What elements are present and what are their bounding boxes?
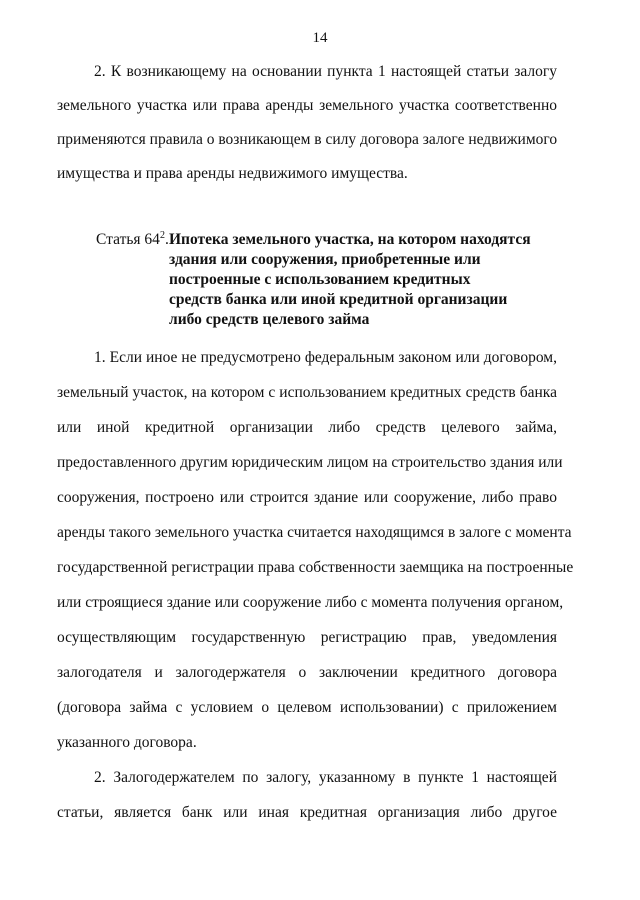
article-title-line: построенные с использованием кредитных [169, 271, 471, 288]
article-title-line: Ипотека земельного участка, на котором находятся [169, 231, 531, 248]
article-label-suffix: . [164, 231, 169, 248]
article-title-line: здания или сооружения, приобретенные или [169, 251, 481, 268]
article-title [169, 230, 559, 330]
article-title-line: либо средств целевого займа [169, 311, 370, 328]
paragraph-line: или строящиеся здание или сооружение либо с момента получения органом, [57, 594, 564, 611]
paragraph-line: указанного договора. [57, 734, 197, 751]
page-number: 14 [312, 30, 328, 46]
paragraph-line: государственной регистрации права собственности заемщика на построенные [57, 559, 574, 576]
paragraph-line: сооружения, построено или строится здание или сооружение, либо право [57, 489, 557, 506]
paragraph-line: или иной кредитной организации либо средств целевого займа, [57, 419, 557, 436]
paragraph-line: 1. Если иное не предусмотрено федеральным законом или договором, [94, 349, 557, 366]
paragraph-line: осуществляющим государственную регистрацию прав, уведомления [57, 629, 557, 646]
paragraph-line: имущества и права аренды недвижимого имущества. [57, 165, 408, 182]
paragraph-line: аренды такого земельного участка считается находящимся в залоге с момента [57, 524, 572, 541]
paragraph-line: 2. Залогодержателем по залогу, указанному в пункте 1 настоящей [94, 769, 557, 786]
article-title-line: средств банка или иной кредитной организации [169, 291, 508, 308]
paragraph-line: земельный участок, на котором с использованием кредитных средств банка [57, 384, 557, 401]
paragraph-line: предоставленного другим юридическим лицом на строительство здания или [57, 454, 563, 471]
paragraph-line: 2. К возникающему на основании пункта 1 настоящей статьи залогу [94, 63, 557, 80]
paragraph-line: земельного участка или права аренды земельного участка соответственно [57, 97, 557, 114]
paragraph-line: статьи, является банк или иная кредитная организация либо другое [57, 804, 557, 821]
article-label [96, 230, 169, 250]
paragraph-line: применяются правила о возникающем в силу договора залоге недвижимого [57, 131, 558, 148]
article-label-text: Статья 64 [96, 231, 160, 248]
article-label-superscript: 2 [159, 229, 165, 241]
paragraph-line: (договора займа с условием о целевом использовании) с приложением [57, 699, 557, 716]
paragraph-line: залогодателя и залогодержателя о заключении кредитного договора [57, 664, 557, 681]
